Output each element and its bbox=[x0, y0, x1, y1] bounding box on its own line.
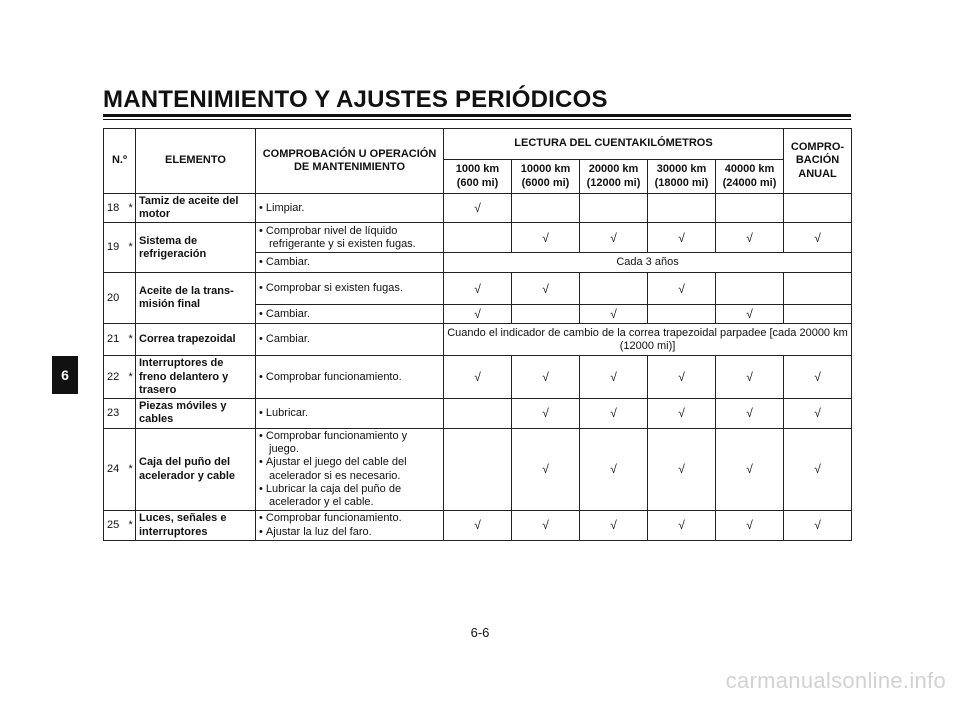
empty-cell bbox=[716, 273, 784, 305]
check-mark: √ bbox=[580, 511, 648, 541]
item-element: Interruptores de freno delantero y trasero bbox=[136, 356, 256, 399]
operation-item: • Cambiar. bbox=[259, 333, 440, 346]
title-rule-thick bbox=[103, 114, 851, 117]
check-mark: √ bbox=[444, 511, 512, 541]
empty-cell bbox=[580, 194, 648, 223]
check-mark: √ bbox=[648, 223, 716, 253]
item-element: Sistema de refrigeración bbox=[136, 223, 256, 273]
check-mark: √ bbox=[580, 305, 648, 324]
item-operation bbox=[256, 511, 444, 541]
operation-item: • Cambiar. bbox=[259, 256, 440, 269]
operation-list bbox=[259, 512, 440, 538]
empty-cell bbox=[512, 194, 580, 223]
empty-cell bbox=[648, 305, 716, 324]
empty-cell bbox=[580, 273, 648, 305]
header-km-1 bbox=[444, 160, 512, 194]
empty-cell bbox=[784, 305, 852, 324]
empty-cell bbox=[716, 194, 784, 223]
table-row bbox=[104, 223, 852, 253]
check-mark: √ bbox=[512, 356, 580, 399]
dealer-service-mark: * bbox=[126, 324, 136, 356]
empty-cell bbox=[444, 398, 512, 428]
dealer-service-mark: * bbox=[126, 223, 136, 273]
check-mark: √ bbox=[444, 194, 512, 223]
item-number: 20 bbox=[104, 273, 126, 324]
title-rule-thin bbox=[103, 119, 851, 120]
header-mi-value: (600 mi) bbox=[456, 176, 499, 189]
check-mark: √ bbox=[648, 511, 716, 541]
check-mark: √ bbox=[716, 356, 784, 399]
check-mark: √ bbox=[716, 511, 784, 541]
operation-item: • Comprobar funcionamiento. bbox=[259, 371, 440, 384]
operation-item: • Ajustar el juego del cable del acelerador si es necesario. bbox=[259, 456, 440, 482]
check-mark: √ bbox=[512, 398, 580, 428]
dealer-service-mark: * bbox=[126, 511, 136, 541]
item-element: Luces, señales e interruptores bbox=[136, 511, 256, 541]
item-operation bbox=[256, 305, 444, 324]
item-element: Caja del puño del acelerador y cable bbox=[136, 428, 256, 510]
check-mark: √ bbox=[580, 428, 648, 510]
empty-cell bbox=[784, 273, 852, 305]
dealer-service-mark bbox=[126, 398, 136, 428]
check-mark: √ bbox=[648, 398, 716, 428]
table-row bbox=[104, 194, 852, 223]
interval-note: Cuando el indicador de cambio de la correa trapezoidal parpadee [cada 20000 km (12000 mi)] bbox=[444, 324, 852, 356]
header-operation: COMPROBACIÓN U OPERACIÓN DE MANTENIMIENTO bbox=[256, 129, 444, 194]
header-km-value: 1000 km bbox=[455, 163, 500, 176]
check-mark: √ bbox=[444, 305, 512, 324]
table-row bbox=[104, 273, 852, 305]
check-mark: √ bbox=[784, 356, 852, 399]
check-mark: √ bbox=[784, 398, 852, 428]
check-mark: √ bbox=[512, 428, 580, 510]
header-km-2 bbox=[512, 160, 580, 194]
item-element: Tamiz de aceite del motor bbox=[136, 194, 256, 223]
header-km-value: 30000 km bbox=[656, 163, 707, 176]
item-number: 18 bbox=[104, 194, 126, 223]
header-km-value: 10000 km bbox=[520, 163, 571, 176]
empty-cell bbox=[444, 428, 512, 510]
dealer-service-mark: * bbox=[126, 356, 136, 399]
operation-item: • Lubricar. bbox=[259, 407, 440, 420]
item-number: 24 bbox=[104, 428, 126, 510]
watermark: carmanualsonline.info bbox=[725, 668, 946, 693]
interval-note: Cada 3 años bbox=[444, 253, 852, 273]
operation-list bbox=[259, 371, 440, 384]
table-row bbox=[104, 511, 852, 541]
operation-list bbox=[259, 430, 440, 509]
header-odometer: LECTURA DEL CUENTAKILÓMETROS bbox=[444, 129, 784, 160]
page-number: 6-6 bbox=[470, 625, 490, 640]
header-num: N.º bbox=[104, 129, 136, 194]
item-number: 19 bbox=[104, 223, 126, 273]
operation-list bbox=[259, 282, 440, 295]
dealer-service-mark: * bbox=[126, 194, 136, 223]
item-element: Piezas móviles y cables bbox=[136, 398, 256, 428]
header-km-5 bbox=[716, 160, 784, 194]
header-km-4 bbox=[648, 160, 716, 194]
operation-list bbox=[259, 308, 440, 321]
table-row bbox=[104, 398, 852, 428]
operation-item: • Cambiar. bbox=[259, 308, 440, 321]
header-row-1 bbox=[104, 129, 852, 160]
check-mark: √ bbox=[716, 223, 784, 253]
item-operation bbox=[256, 356, 444, 399]
check-mark: √ bbox=[444, 273, 512, 305]
empty-cell bbox=[648, 194, 716, 223]
header-mi-value: (12000 mi) bbox=[586, 176, 641, 189]
header-mi-value: (24000 mi) bbox=[722, 176, 777, 189]
dealer-service-mark: * bbox=[126, 428, 136, 510]
operation-item: • Comprobar si existen fugas. bbox=[259, 282, 440, 295]
item-element: Correa trapezoidal bbox=[136, 324, 256, 356]
item-operation bbox=[256, 428, 444, 510]
item-number: 25 bbox=[104, 511, 126, 541]
operation-item: • Comprobar funcionamiento y juego. bbox=[259, 430, 440, 456]
chapter-tab bbox=[52, 356, 78, 394]
operation-list bbox=[259, 256, 440, 269]
header-annual: COMPRO-BACIÓN ANUAL bbox=[784, 129, 852, 194]
item-number: 23 bbox=[104, 398, 126, 428]
table-row bbox=[104, 356, 852, 399]
dealer-service-mark bbox=[126, 273, 136, 324]
operation-item: • Ajustar la luz del faro. bbox=[259, 526, 440, 539]
header-mi-value: (6000 mi) bbox=[521, 176, 570, 189]
operation-list bbox=[259, 333, 440, 346]
check-mark: √ bbox=[716, 398, 784, 428]
check-mark: √ bbox=[784, 223, 852, 253]
empty-cell bbox=[512, 305, 580, 324]
check-mark: √ bbox=[444, 356, 512, 399]
operation-item: • Lubricar la caja del puño de acelerador y el cable. bbox=[259, 483, 440, 509]
operation-item: • Comprobar nivel de líquido refrigerante y si existen fugas. bbox=[259, 225, 440, 251]
operation-item: • Comprobar funcionamiento. bbox=[259, 512, 440, 525]
table-body bbox=[104, 194, 852, 541]
check-mark: √ bbox=[512, 273, 580, 305]
item-operation bbox=[256, 324, 444, 356]
check-mark: √ bbox=[648, 356, 716, 399]
empty-cell bbox=[784, 194, 852, 223]
operation-list bbox=[259, 225, 440, 251]
check-mark: √ bbox=[580, 398, 648, 428]
item-number: 21 bbox=[104, 324, 126, 356]
check-mark: √ bbox=[580, 223, 648, 253]
check-mark: √ bbox=[716, 305, 784, 324]
check-mark: √ bbox=[648, 273, 716, 305]
item-element: Aceite de la trans-misión final bbox=[136, 273, 256, 324]
operation-list bbox=[259, 407, 440, 420]
page-title: MANTENIMIENTO Y AJUSTES PERIÓDICOS bbox=[103, 86, 608, 113]
check-mark: √ bbox=[784, 428, 852, 510]
check-mark: √ bbox=[512, 511, 580, 541]
item-operation bbox=[256, 273, 444, 305]
item-operation bbox=[256, 253, 444, 273]
item-operation bbox=[256, 223, 444, 253]
chapter-number: 6 bbox=[61, 367, 69, 383]
header-km-3 bbox=[580, 160, 648, 194]
maintenance-table bbox=[103, 128, 852, 541]
item-operation bbox=[256, 194, 444, 223]
header-element: ELEMENTO bbox=[136, 129, 256, 194]
table-row bbox=[104, 428, 852, 510]
table-row bbox=[104, 324, 852, 356]
item-number: 22 bbox=[104, 356, 126, 399]
item-operation bbox=[256, 398, 444, 428]
operation-list bbox=[259, 202, 440, 215]
operation-item: • Limpiar. bbox=[259, 202, 440, 215]
header-km-value: 20000 km bbox=[588, 163, 639, 176]
check-mark: √ bbox=[648, 428, 716, 510]
header-km-value: 40000 km bbox=[724, 163, 775, 176]
check-mark: √ bbox=[512, 223, 580, 253]
check-mark: √ bbox=[784, 511, 852, 541]
empty-cell bbox=[444, 223, 512, 253]
check-mark: √ bbox=[580, 356, 648, 399]
check-mark: √ bbox=[716, 428, 784, 510]
header-mi-value: (18000 mi) bbox=[654, 176, 709, 189]
